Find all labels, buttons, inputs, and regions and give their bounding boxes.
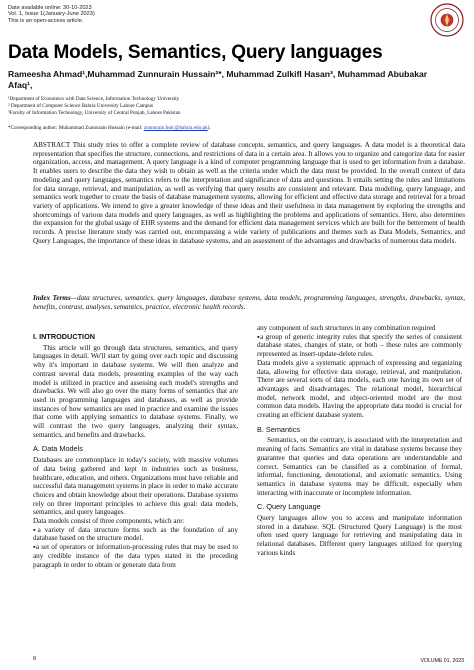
right-column [257,324,462,558]
paper-title: Data Models, Semantics, Query languages [8,42,383,63]
bullet-structures: ▪a variety of data structure forms such as the foundation of any database based on the structure model. [33,525,238,543]
index-terms-label: Index Terms [33,294,71,302]
volume-issue: Vol. 1, Issue 1(January-June 2023) [8,11,95,18]
affiliation-2: ² Department of Computer Science Bahria University Lahore Campus [8,102,154,109]
section-introduction-heading: I. INTRODUCTION [33,332,96,341]
bullet-operators-continued: any component of such structures in any combination required [257,324,436,332]
corresponding-author [8,125,463,131]
semantics-paragraph: Semantics, on the contrary, is associated with the interpretation and meaning of facts. Semantics are vital in database systems because they guarantee that queries and data operations are understandable and correct. Semantics can be classified as a combination of formal, informal, functioning, denotational, and axiomatic semantics. Using semantics in database systems may be difficult, especially when interacting with inaccurate or incomplete information. [257,436,462,497]
bullet-integrity: ▪a group of generic integrity rules that specify the series of consistent database states, changes of state, or both – these rules are commonly represented as insert-update-delete rules. [257,332,462,359]
volume-footer: VOLUME 01, 2023 [420,658,464,664]
affiliation-1: ¹Department of Economics with Data Science, Information Technology University [8,96,180,102]
subsection-data-models-heading: A. Data Models [33,444,83,454]
query-language-paragraph: Query languages allow you to access and manipulate information stored in a database. SQL (Structured Query Language) is the most often used query language for retrieving and manipulating data in relational databases. Different query languages utilized for querying various kinds [257,514,462,557]
subsection-semantics-heading: B. Semantics [257,424,300,434]
affiliations [8,96,463,116]
affiliation-3: ³Faculty of Information Technology, University of Central Punjab, Lahore Pakistan [8,109,181,116]
date-available: Date available online: 30-10-2023 [8,5,92,11]
authors-line-2: Afaq¹, [8,79,33,90]
intro-paragraph: This article will go through data structures, semantics, and query languages in detail. We'll start by going over each topic and discussing why it's important in database systems. We will then analyze and contrast several data models, presenting examples of the way each model is utilized in practice and assessing each model's strengths and drawbacks. We will also go over the many forms of semantics that are used in programming languages and databases, as well as provide instances of how semantics are used in practice and examine the issues that come with applying semantics to database systems. Finally, we will contrast the two query languages, analyzing their syntax, semantics, and benefits and drawbacks. [33,343,238,439]
data-models-components: Data models consist of three components, which are: [33,517,185,526]
university-seal-icon [430,3,464,37]
abstract [33,141,465,245]
corresponding-close: ). [207,125,211,131]
authors-line-1: Rameesha Ahmad¹,Muhammad Zunnurain Hussain²*, Muhammad Zulkifl Hasan³, Muhammad Abubakar [8,69,428,79]
data-models-paragraph: Databases are commonplace in today's society, with massive volumes of data being gathered and kept in industries such as business, healthcare, education, and others. Organizations must have reliable and successful data management systems in place in order to make accurate choices and obtain knowledge about their operations. Database systems rely on three important principles to achieve this goal: data models, semantics, and query languages. [33,456,238,517]
page-number: 8 [33,656,36,662]
abstract-label: ABSTRACT [33,141,71,149]
left-column [33,333,238,569]
corresponding-email-link[interactable]: zunnurain.bulc@bahria.edu.pk [143,125,208,131]
publication-meta [8,5,95,24]
author-list [8,69,463,90]
subsection-query-language-heading: C. Query Language [257,502,321,512]
corresponding-label: *Corresponding author: Muhammad Zunnurain Hussain (e-mail: [8,125,143,131]
abstract-text: This study tries to offer a complete review of database concepts, semantics, and query languages. A data model is a theoretical data representation that specifies the structure, connections, and restrictions of data in a certain area. It allows you to organize and categorize data for easier organization, access, and management. A query language is a kind of computer programming language that is used to get information from a database. It enables users to describe the data they wish to obtain as well as the criteria under which the data must be provided. In the overall context of data modeling and query languages, semantics refers to the interpretation and significance of data and questions. It entails setting the rules and limitations for data storage, retrieval, and manipulation, as well as verifying that query results are consistent and relevant. Data modeling, query language, and semantics work together to create the basis of database management systems, allowing for efficient and effective data storage and retrieval for a broad variety of applications. We intend to give a greater knowledge of these ideas and their usefulness in data management by exploring the strengths and shortcomings of various data models and query languages, as well as highlighting the problems and applications of semantics. Here, also determines the expansion for the global usage of EHR systems and the demand for efficient data management services which are built for the betterment of health records. A precise literature study was carried out, encompassing a wide variety of publications and themes such as Data Models, Semantics, and Query Languages, the importance of these ideas in database systems, and an assessment of the advantages and drawbacks of numerous data models. [33,141,466,245]
index-terms [33,294,465,311]
data-models-paragraph-2: Data models give a systematic approach of expressing and organizing data, allowing for effective data storage, retrieval, and manipulation. There are several sorts of data models, each one having its own set of advantages and disadvantages. The relational model, hierarchical model, network model, and object-oriented model are the most common data models. Having the appropriate data model is crucial for creating an efficient database system. [257,358,462,420]
index-terms-text: —data structures, semantics, query languages, database systems, data models, programming languages, strengths, drawbacks, syntax, benefits, contrast, analyses, semantics, practice, electronic health records. [33,294,465,311]
open-access-note: This is an open-access article. [8,17,84,24]
bullet-operators: ▪a set of operators or information-processing rules that may be used to any credible instance of the data types stated in the preceding paragraph in order to obtain or generate data from [33,543,238,569]
